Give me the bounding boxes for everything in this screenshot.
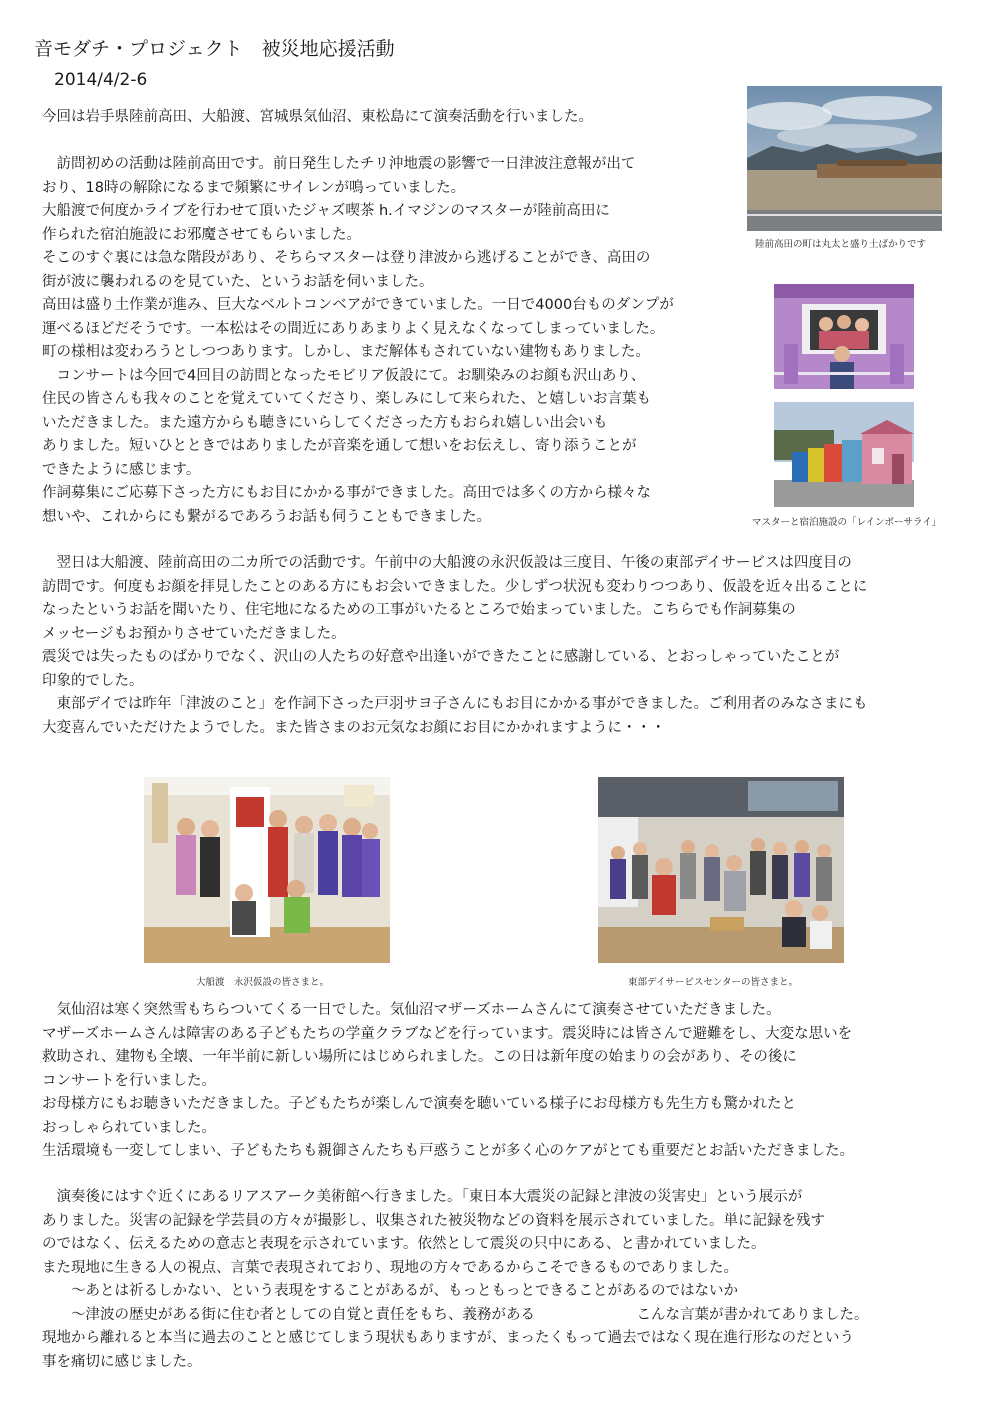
text-line: 現地から離れると本当に過去のことと感じてしまう現状もありますが、まったくもって過去ではなく現在進行形なのだという bbox=[42, 1330, 854, 1346]
text-line: メッセージもお預かりさせていただきました。 bbox=[42, 625, 346, 642]
text-line: 大船渡で何度かライブを行わせて頂いたジャズ喫茶 h.イマジンのマスターが陸前高田に bbox=[42, 203, 610, 219]
text-line: 震災では失ったものばかりでなく、沢山の人たちの好意や出逢いができたことに感謝している、とおっしゃっていたことが bbox=[42, 649, 840, 665]
text-line: ～津波の歴史がある街に住む者としての自覚と責任をもち、義務がある こんな言葉が書かれてありました。 bbox=[42, 1306, 869, 1323]
text-line: 事を痛切に感じました。 bbox=[42, 1353, 202, 1370]
caption-photo-town: 陸前高田の町は丸太と盛り土ばかりです bbox=[755, 239, 927, 250]
photo-master-at-hut bbox=[774, 284, 914, 389]
text-line: コンサートは今回で4回目の訪問となったモビリア仮設にて。お馴染みのお顔も沢山あり、 bbox=[42, 367, 646, 384]
text-line: 印象的でした。 bbox=[42, 672, 144, 689]
caption-photo-tobu: 東部デイサービスセンターの皆さまと。 bbox=[628, 977, 798, 988]
text-line: 気仙沼は寒く突然雪もちらついてくる一日でした。気仙沼マザーズホームさんにて演奏させていただきました。 bbox=[42, 1002, 781, 1018]
text-line: 生活環境も一変してしまい、子どもたちも親御さんたちも戸惑うことが多く心のケアがとても重要だとお話いただきました。 bbox=[42, 1143, 854, 1159]
photo-rainbow-sarai bbox=[774, 402, 914, 507]
page-title: 音モダチ・プロジェクト 被災地応援活動 bbox=[34, 38, 395, 60]
section-kesennuma bbox=[42, 999, 854, 1164]
section-rias-ark-museum bbox=[42, 1186, 869, 1374]
text-line: ありました。短いひとときではありましたが音楽を通して想いをお伝えし、寄り添うことが bbox=[42, 438, 637, 454]
section-rikuzentakata bbox=[42, 106, 674, 529]
text-line: 町の様相は変わろうとしつつあります。しかし、まだ解体もされていない建物もありました。 bbox=[42, 344, 650, 360]
text-line: ～あとは祈るしかない、という表現をすることがあるが、もっともっとできることがあるのではないか bbox=[42, 1283, 738, 1299]
text-line: 街が波に襲われるのを見ていた、というお話を伺いました。 bbox=[42, 273, 434, 290]
text-line: のではなく、伝えるための意志と表現を示されています。依然として震災の只中にある、と書かれていました。 bbox=[42, 1236, 766, 1252]
text-line: 演奏後にはすぐ近くにあるリアスアーク美術館へ行きました。「東日本大震災の記録と津波の災害史」という展示が bbox=[42, 1189, 803, 1205]
photo-rikuzentakata-town bbox=[747, 86, 942, 231]
text-line: 高田は盛り土作業が進み、巨大なベルトコンベアができていました。一日で4000台ものダンプが bbox=[42, 297, 674, 313]
text-line: 救助され、建物も全壊、一年半前に新しい場所にはじめられました。この日は新年度の始まりの会があり、その後に bbox=[42, 1049, 797, 1065]
caption-photo-nagasawa: 大船渡 永沢仮設の皆さまと。 bbox=[196, 977, 330, 988]
text-line: 大変喜んでいただけたようでした。また皆さまのお元気なお顔にお目にかかれますように・・・ bbox=[42, 719, 666, 736]
text-line: 住民の皆さんも我々のことを覚えていてくださり、楽しみにして来られた、と嬉しいお言葉も bbox=[42, 391, 651, 407]
text-line: 今回は岩手県陸前高田、大船渡、宮城県気仙沼、東松島にて演奏活動を行いました。 bbox=[42, 109, 593, 125]
text-line: そこのすぐ裏には急な階段があり、そちらマスターは登り津波から逃げることができ、高田の bbox=[42, 250, 651, 266]
text-line: 作詞募集にご応募下さった方にもお目にかかる事ができました。高田では多くの方から様々な bbox=[42, 485, 651, 501]
event-date: 2014/4/2-6 bbox=[54, 70, 148, 90]
photo-tobu-day-service-group bbox=[598, 777, 844, 963]
text-line: おっしゃられていました。 bbox=[42, 1119, 216, 1136]
text-line: 運べるほどだそうです。一本松はその間近にありあまりよく見えなくなってしまっていました。 bbox=[42, 320, 665, 337]
text-line: できたように感じます。 bbox=[42, 461, 201, 478]
section-ofunato bbox=[42, 552, 867, 740]
text-line: また現地に生きる人の視点、言葉で表現されており、現地の方々であるからこそできるものでありました。 bbox=[42, 1259, 738, 1276]
text-line: いただきました。また遠方からも聴きにいらしてくださった方もおられ嬉しい出会いも bbox=[42, 414, 608, 431]
caption-photo-sarai: マスターと宿泊施設の「レインボーサライ」 bbox=[752, 517, 942, 528]
text-line: 作られた宿泊施設にお邪魔させてもらいました。 bbox=[42, 226, 361, 243]
text-line: 翌日は大船渡、陸前高田の二カ所での活動です。午前中の大船渡の永沢仮設は三度目、午後の東部デイサービスは四度目の bbox=[42, 555, 852, 571]
text-line: 訪問です。何度もお顔を拝見したことのある方にもお会いできました。少しずつ状況も変わりつつあり、仮設を近々出ることに bbox=[42, 578, 868, 595]
text-line bbox=[42, 130, 674, 154]
photo-nagasawa-kasetsu-group bbox=[144, 777, 390, 963]
text-line: なったというお話を聞いたり、住宅地になるための工事がいたるところで始まっていました。こちらでも作詞募集の bbox=[42, 602, 796, 618]
text-line: ありました。災害の記録を学芸員の方々が撮影し、収集された被災物などの資料を展示されていました。単に記録を残す bbox=[42, 1212, 825, 1229]
text-line: 訪問初めの活動は陸前高田です。前日発生したチリ沖地震の影響で一日津波注意報が出て bbox=[42, 156, 636, 172]
text-line: コンサートを行いました。 bbox=[42, 1072, 216, 1089]
text-line: 東部デイでは昨年「津波のこと」を作詞下さった戸羽サヨ子さんにもお目にかかる事ができました。ご利用者のみなさまにも bbox=[42, 696, 868, 712]
text-line: お母様方にもお聴きいただきました。子どもたちが楽しんで演奏を聴いている様子にお母様方も先生方も驚かれたと bbox=[42, 1096, 796, 1112]
text-line: マザーズホームさんは障害のある子どもたちの学童クラブなどを行っています。震災時には皆さんで避難をし、大変な思いを bbox=[42, 1025, 853, 1042]
text-line: おり、18時の解除になるまで頻繁にサイレンが鳴っていました。 bbox=[42, 179, 466, 196]
text-line: 想いや、これからにも繋がるであろうお話も伺うこともできました。 bbox=[42, 508, 492, 525]
